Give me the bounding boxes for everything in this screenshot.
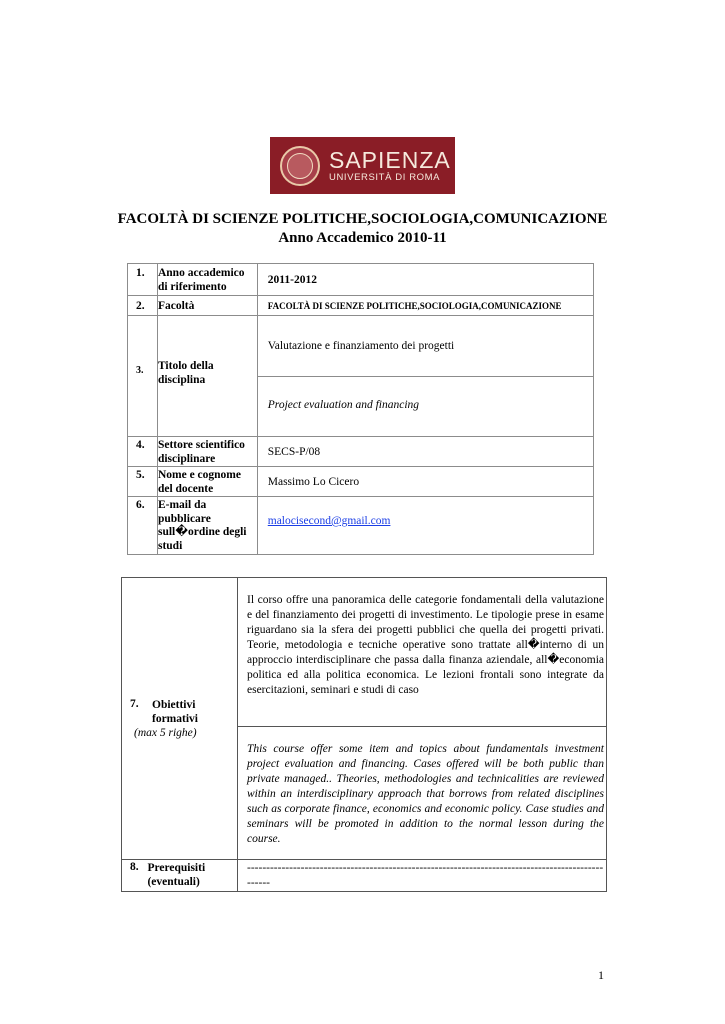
table-row [128,437,594,467]
row-label: Facoltà [157,300,195,312]
course-info-table [127,263,594,555]
row-number: 1. [136,267,145,279]
objectives-italian-text: Il corso offre una panoramica delle categorie fondamentali della valutazione e del finanziamento dei progetti di investimento. Le tipologie prese in esame riguardano sia la sfera dei progetti pubblici che quella dei progetti privati. Teorie, metodologia e tecniche operative sono trattate all�interno di un approccio interdisciplinare che passa dalla finanza aziendale, all�economia politica ed alla politica economica. Le lezioni frontali sono integrate da esercitazioni, seminari e studi di caso [247,594,604,696]
course-title-italian: Valutazione e finanziamento dei progetti [267,340,455,352]
row-label: E-mail da pubblicare sull�ordine degli studi [157,499,247,552]
page-number: 1 [598,968,604,982]
table-row [128,497,594,555]
logo-name: SAPIENZA [329,146,451,173]
row-label: Obiettivi formativi [152,699,198,725]
academic-year: Anno Accademico 2010-11 [278,230,447,246]
faculty-value: FACOLTÀ DI SCIENZE POLITICHE,SOCIOLOGIA,COMUNICAZIONE [267,301,562,311]
row-number: 5. [136,469,145,481]
objectives-english-text: This course offer some item and topics about fundamentals investment project evaluation and financing. Cases offered will be both public than private managed.. Theories, methodologies and technicalities are reviewed within an interdisciplinary approach that borrows from related disciplines such as corporate finance, economics and economic policy. Case studies and seminars will be promoted in addition to the normal lesson during the course. [238,726,606,859]
table-row [122,578,607,860]
table-row [128,467,594,497]
course-title-english: Project evaluation and financing [258,376,593,436]
row-label: Nome e cognome del docente [157,469,241,495]
email-link[interactable]: malocisecond@gmail.com [267,515,391,527]
row-number: 7. [130,698,139,710]
objectives-table [121,577,607,892]
faculty-title: FACOLTÀ DI SCIENZE POLITICHE,SOCIOLOGIA,COMUNICAZIONE [117,211,608,227]
row-label: Titolo della disciplina [157,360,214,386]
table-row [122,860,607,892]
row-number: 8. [130,861,139,873]
row-label: Prerequisiti (eventuali) [147,862,206,888]
teacher-name: Massimo Lo Cicero [267,476,360,488]
table-row [128,264,594,296]
sector-value: SECS-P/08 [267,446,321,458]
row-label: Anno accademico di riferimento [157,267,245,293]
logo-subtitle: UNIVERSITÀ DI ROMA [329,171,441,183]
row-number: 6. [136,499,145,511]
table-row [128,296,594,316]
row-label: Settore scientifico disciplinare [157,439,245,465]
row-number: 4. [136,439,145,451]
row-number: 3. [136,365,144,376]
table-row [128,316,594,437]
university-seal-icon [280,146,320,186]
university-logo [270,137,455,194]
prerequisites-value: --------------------------------------------------------------------------------------------------- [247,862,604,889]
row-note: (max 5 righe) [134,727,197,739]
academic-year-value: 2011-2012 [267,274,317,286]
row-number: 2. [136,300,145,312]
